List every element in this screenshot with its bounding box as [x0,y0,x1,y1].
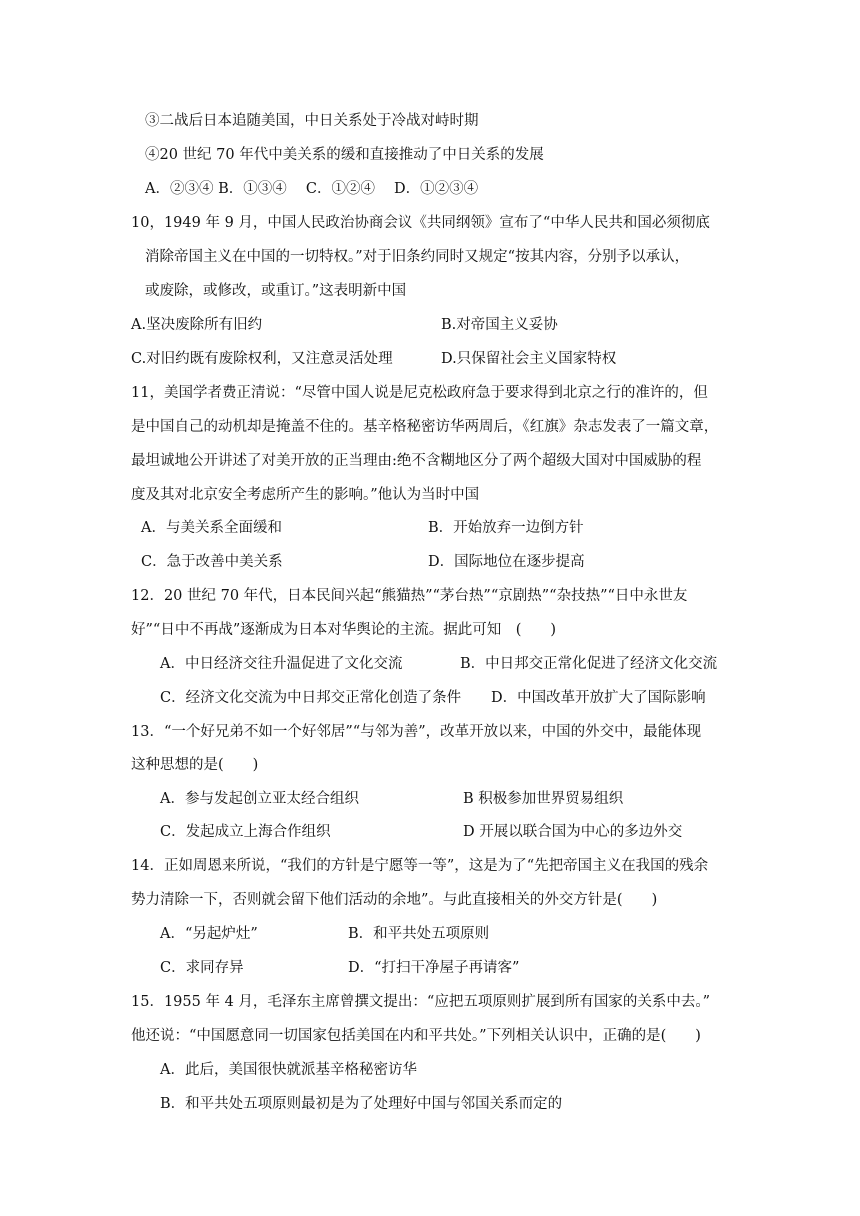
question-13-option-b: B 积极参加世界贸易组织 [463,791,624,807]
question-13-option-a: A．参与发起创立亚太经合组织 [160,791,359,807]
question-11-stem-line-4: 度及其对北京安全考虑所产生的影响。”他认为当时中国 [131,487,480,503]
question-14-option-d: D．“打扫干净屋子再请客” [348,960,520,976]
question-12-option-d: D．中国改革开放扩大了国际影响 [491,690,706,706]
question-15-stem-line-1: 15．1955 年 4 月，毛泽东主席曾撰文提出：“应把五项原则扩展到所有国家的关系中去。” [131,994,710,1010]
question-11-stem-line-2: 是中国自己的动机却是掩盖不住的。基辛格秘密访华两周后，《红旗》杂志发表了一篇文章， [131,419,719,435]
question-15-stem-line-2: 他还说：“中国愿意同一切国家包括美国在内和平共处。”下列相关认识中，正确的是( ) [131,1028,701,1044]
question-12-option-a: A．中日经济交往升温促进了文化交流 [160,656,403,672]
question-10-option-d: D.只保留社会主义国家特权 [441,351,617,367]
question-11-option-b: B．开始放弃一边倒方针 [428,520,584,536]
question-11-option-d: D．国际地位在逐步提高 [428,554,585,570]
question-11-stem-line-1: 11，美国学者费正清说：“尽管中国人说是尼克松政府急于要求得到北京之行的准许的，但 [131,385,708,401]
question-10-option-c: C.对旧约既有废除权利，又注意灵活处理 [131,351,393,367]
question-12-option-c: C．经济文化交流为中日邦交正常化创造了条件 [160,690,462,706]
statement-3: ③二战后日本追随美国，中日关系处于冷战对峙时期 [145,113,479,129]
question-9-options: A．②③④ B．①③④ C．①②④ D．①②③④ [145,181,479,197]
question-14-option-b: B．和平共处五项原则 [348,926,490,942]
question-15-option-b: B．和平共处五项原则最初是为了处理好中国与邻国关系而定的 [160,1096,563,1112]
question-14-stem-line-1: 14．正如周恩来所说，“我们的方针是宁愿等一等”，这是为了“先把帝国主义在我国的残余 [131,858,709,874]
question-13-option-d: D 开展以联合国为中心的多边外交 [463,824,683,840]
question-14-option-c: C．求同存异 [160,960,244,976]
question-10-stem-line-1: 10，1949 年 9 月，中国人民政治协商会议《共同纲领》宣布了“中华人民共和国必须彻底 [131,215,710,231]
question-10-stem-line-2: 消除帝国主义在中国的一切特权。”对于旧条约同时又规定“按其内容，分别予以承认， [145,249,690,265]
question-15-option-a: A．此后，美国很快就派基辛格秘密访华 [160,1062,417,1078]
question-12-stem-line-2: 好”“日中不再战”逐渐成为日本对华舆论的主流。据此可知 ( ) [131,622,557,638]
question-11-stem-line-3: 最坦诚地公开讲述了对美开放的正当理由:绝不含糊地区分了两个超级大国对中国威胁的程 [131,453,702,469]
question-14-stem-line-2: 势力清除一下，否则就会留下他们活动的余地”。与此直接相关的外交方针是( ) [131,892,658,908]
question-14-option-a: A．“另起炉灶” [160,926,258,942]
question-12-stem-line-1: 12．20 世纪 70 年代，日本民间兴起“熊猫热”“茅台热”“京剧热”“杂技热”“日中永世友 [131,588,688,604]
question-10-option-a: A.坚决废除所有旧约 [131,317,263,333]
question-11-option-a: A．与美关系全面缓和 [141,520,282,536]
question-13-stem-line-2: 这种思想的是( ) [131,757,259,773]
question-12-option-b: B．中日邦交正常化促进了经济文化交流 [460,656,718,672]
question-10-stem-line-3: 或废除，或修改，或重订。”这表明新中国 [145,283,407,299]
question-10-option-b: B.对帝国主义妥协 [441,317,558,333]
question-13-option-c: C．发起成立上海合作组织 [160,824,331,840]
question-11-option-c: C．急于改善中美关系 [141,554,283,570]
statement-4: ④20 世纪 70 年代中美关系的缓和直接推动了中日关系的发展 [145,147,544,163]
question-13-stem-line-1: 13．“一个好兄弟不如一个好邻居”“与邻为善”，改革开放以来，中国的外交中，最能体现 [131,724,702,740]
